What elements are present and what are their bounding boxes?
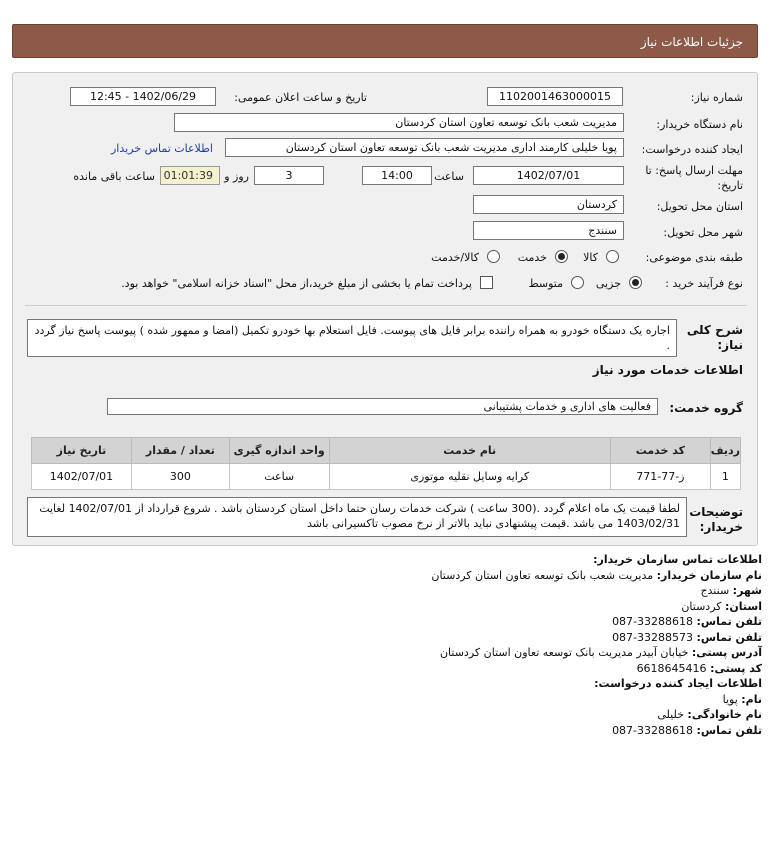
services-table — [31, 437, 741, 490]
contact-city-value: سنندج — [700, 584, 730, 597]
creator-field: پویا خلیلی کارمند اداری مدیریت شعب بانک توسعه تعاون استان کردستان — [225, 138, 624, 157]
service-group-label: گروه خدمت: — [669, 401, 743, 415]
announce-label: تاریخ و ساعت اعلان عمومی: — [234, 91, 367, 104]
deadline-time-field: 14:00 — [362, 166, 432, 185]
days-label: روز و — [224, 170, 249, 183]
phone-label: تلفن تماس: — [696, 615, 762, 628]
treasury-checkbox[interactable] — [480, 276, 493, 289]
category-label: طبقه بندی موضوعی: — [645, 251, 743, 264]
deadline-date-field: 1402/07/01 — [473, 166, 624, 185]
service-group-field: فعالیت های اداری و خدمات پشتیبانی — [107, 398, 658, 415]
col-name: نام خدمت — [329, 438, 610, 464]
need-number-field: 1102001463000015 — [487, 87, 623, 106]
need-number-label: شماره نیاز: — [690, 91, 743, 104]
contact-province-value: کردستان — [681, 599, 722, 613]
creator-family-value: خلیلی — [657, 708, 684, 721]
remaining-label: ساعت باقی مانده — [73, 170, 155, 183]
province-field: کردستان — [473, 195, 624, 214]
contact-province-label: استان: — [725, 599, 762, 613]
col-date: تاریخ نیاز — [32, 438, 132, 464]
cell-name: کرایه وسایل نقلیه موتوری — [329, 464, 610, 490]
deadline-date-label: تاریخ: — [717, 179, 743, 192]
process-minor-label: جزیی — [595, 277, 621, 290]
section-divider — [25, 305, 747, 306]
col-code: کد خدمت — [610, 438, 710, 464]
cell-quantity: 300 — [131, 464, 229, 490]
address-label: آدرس پستی: — [691, 646, 762, 659]
process-medium-label: متوسط — [528, 277, 563, 290]
postal-value: 6618645416 — [636, 661, 707, 675]
process-minor-radio[interactable] — [629, 276, 642, 289]
services-table-header — [32, 438, 741, 464]
postal-label: کد پستی: — [710, 661, 762, 675]
summary-label: شرح کلی — [686, 323, 743, 337]
deadline-label: مهلت ارسال پاسخ: تا — [645, 164, 743, 177]
org-label: نام سازمان خریدار: — [656, 568, 762, 582]
category-service-radio[interactable] — [555, 250, 568, 263]
col-unit: واحد اندازه گیری — [229, 438, 329, 464]
services-section-title: اطلاعات خدمات مورد نیاز — [592, 363, 743, 377]
creator-family-label: نام خانوادگی: — [687, 708, 762, 721]
buyer-notes-label: توضیحات — [689, 505, 743, 519]
province-label: استان محل تحویل: — [656, 200, 743, 213]
buyer-label: نام دستگاه خریدار: — [656, 118, 743, 131]
summary-label-2: نیاز: — [717, 338, 743, 352]
creator-phone-label: تلفن تماس: — [696, 723, 762, 737]
contact-city-label: شهر: — [732, 584, 762, 597]
category-service-label: خدمت — [517, 251, 547, 264]
process-label: نوع فرآیند خرید : — [665, 277, 743, 290]
page-title: جزئیات اطلاعات نیاز — [640, 35, 743, 49]
cell-unit: ساعت — [229, 464, 329, 490]
city-label: شهر محل تحویل: — [663, 226, 743, 239]
table-row — [32, 464, 741, 490]
buyer-notes-text: لطفا قیمت یک ماه اعلام گردد .(300 ساعت ) شرکت خدمات رسان حتما داخل استان کردستان باشد . شروع قرارداد از 1402/07/01 لغایت 1403/02/31 می باشد .قیمت پیشنهادی نباید بالاتر از نرخ مصوب تاکسیرانی باشد — [27, 497, 687, 537]
fax-label: تلفن تماس: — [696, 630, 762, 644]
remaining-timer: 01:01:39 — [160, 166, 220, 185]
phone-value: 087-33288618 — [612, 615, 694, 628]
contact-section — [12, 552, 762, 738]
fax-value: 087-33288573 — [612, 630, 694, 644]
creator-name-value: پویا — [722, 692, 738, 706]
cell-code: ز-77-771 — [610, 464, 710, 490]
buyer-notes-label-2: خریدار: — [699, 520, 743, 534]
buyer-contact-link[interactable]: اطلاعات تماس خریدار — [111, 142, 213, 155]
cell-row: 1 — [710, 464, 740, 490]
city-field: سنندج — [473, 221, 624, 240]
category-goods-label: کالا — [583, 251, 598, 264]
cell-date: 1402/07/01 — [32, 464, 132, 490]
creator-contact-title: اطلاعات ایجاد کننده درخواست: — [594, 677, 762, 690]
col-row: ردیف — [710, 438, 740, 464]
category-both-radio[interactable] — [487, 250, 500, 263]
creator-name-label: نام: — [741, 692, 762, 706]
details-panel — [12, 72, 758, 546]
summary-text: اجاره یک دستگاه خودرو به همراه راننده برابر فایل های پیوست. فایل استعلام بها خودرو تکمیل (امضا و ممهور شده ) پیوست پاسخ نیاز گردد . — [27, 319, 677, 357]
process-medium-radio[interactable] — [571, 276, 584, 289]
category-both-label: کالا/خدمت — [431, 251, 479, 264]
address-value: خیابان آبیدر مدیریت بانک توسعه تعاون استان کردستان — [439, 646, 689, 659]
announce-field: 1402/06/29 - 12:45 — [70, 87, 216, 106]
deadline-time-label: ساعت — [434, 170, 464, 183]
org-value: مدیریت شعب بانک توسعه تعاون استان کردستان — [431, 568, 654, 582]
buyer-field: مدیریت شعب بانک توسعه تعاون استان کردستان — [174, 113, 624, 132]
creator-phone-value: 087-33288618 — [612, 723, 694, 737]
page-header — [12, 24, 758, 58]
creator-label: ایجاد کننده درخواست: — [641, 143, 743, 156]
category-goods-radio[interactable] — [606, 250, 619, 263]
col-quantity: تعداد / مقدار — [131, 438, 229, 464]
treasury-note: پرداخت تمام یا بخشی از مبلغ خرید،از محل "اسناد خزانه اسلامی" خواهد بود. — [121, 277, 472, 290]
buyer-contact-title: اطلاعات تماس سازمان خریدار: — [593, 553, 762, 566]
days-field: 3 — [254, 166, 324, 185]
